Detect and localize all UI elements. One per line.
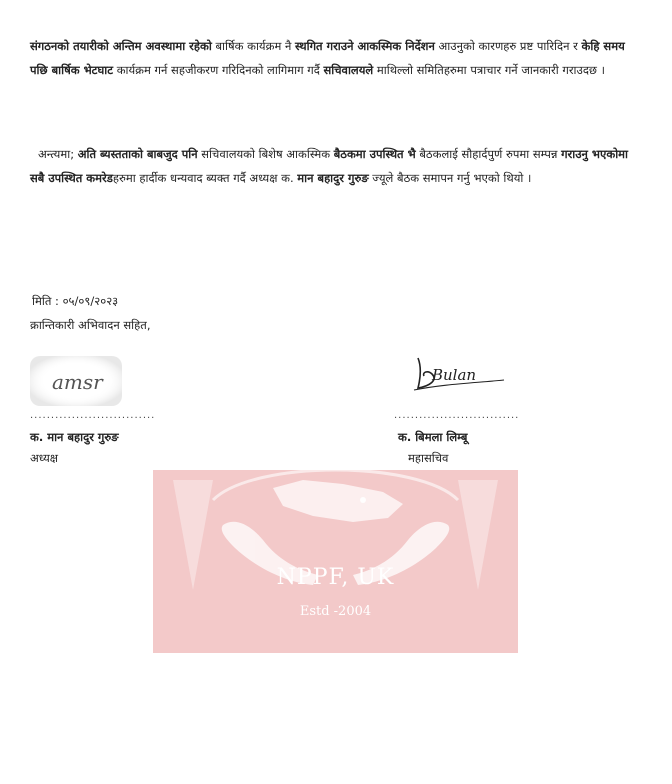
text-segment: बार्षिक कार्यक्रम नै [211,39,296,53]
chairman-role: अध्यक्ष [30,451,59,465]
text-segment: मान बहादुर गुरुङ [297,171,369,185]
text-segment: आउनुको कारणहरु प्रष्ट पारिदिन र [434,39,582,53]
text-segment: संगठनको तयारीको अन्तिम अवस्थामा रहेको [30,39,212,53]
text-segment: बैठकलाई सौहार्दपुर्ण रुपमा सम्पन्न [415,147,562,161]
text-segment: स्थगित गराउने आकस्मिक निर्देशन [295,39,435,53]
text-segment: केहि समय पछि बार्षिक भेटघाट [30,39,625,77]
logo-subtitle: Estd -2004 [299,604,372,619]
chairman-signature [30,356,122,406]
text-segment: माथिल्लो समितिहरुमा पत्राचार गर्ने जानकारी गराउदछ । [373,63,606,77]
text-segment: बैठकमा उपस्थित भै [333,147,416,161]
chairman-name: क. मान बहादुर गुरुङ [30,430,119,444]
organization-logo-watermark [153,470,518,653]
signature-line-left: .............................. [30,410,156,421]
logo-graphic [153,470,518,653]
greeting-line: क्रान्तिकारी अभिवादन सहित, [30,318,151,332]
text-segment: हरुमा हार्दीक धन्यवाद ब्यक्त गर्दै अध्यक्ष क. [112,171,298,185]
secretary-name: क. बिमला लिम्बू [398,430,468,444]
text-segment: अन्त्यमा; [38,147,78,161]
date-line: मिति : ०५/०९/२०२३ [32,294,119,308]
svg-text:amsr: amsr [52,370,103,394]
text-segment: कार्यक्रम गर्न सहजीकरण गरिदिनको लागिमाग गर्दै [113,63,324,77]
svg-text:Bulan: Bulan [432,366,477,384]
text-segment: सचिवालयले [323,63,374,77]
secretary-role: महासचिव [408,451,449,465]
paragraph-postponement [30,34,642,82]
text-segment: ज्यूले बैठक समापन गर्नु भएको थियो । [368,171,532,185]
text-segment: गराउनु भएकोमा सबै उपस्थित कमरेड [30,147,629,185]
text-segment: अति ब्यस्तताको बाबजुद पनि [77,147,198,161]
signature-line-right: .............................. [394,410,520,421]
secretary-signature [404,350,514,394]
text-segment: सचिवालयको बिशेष आकस्मिक [197,147,334,161]
paragraph-closing [30,142,642,190]
logo-title: NPPF, UK [276,565,395,590]
